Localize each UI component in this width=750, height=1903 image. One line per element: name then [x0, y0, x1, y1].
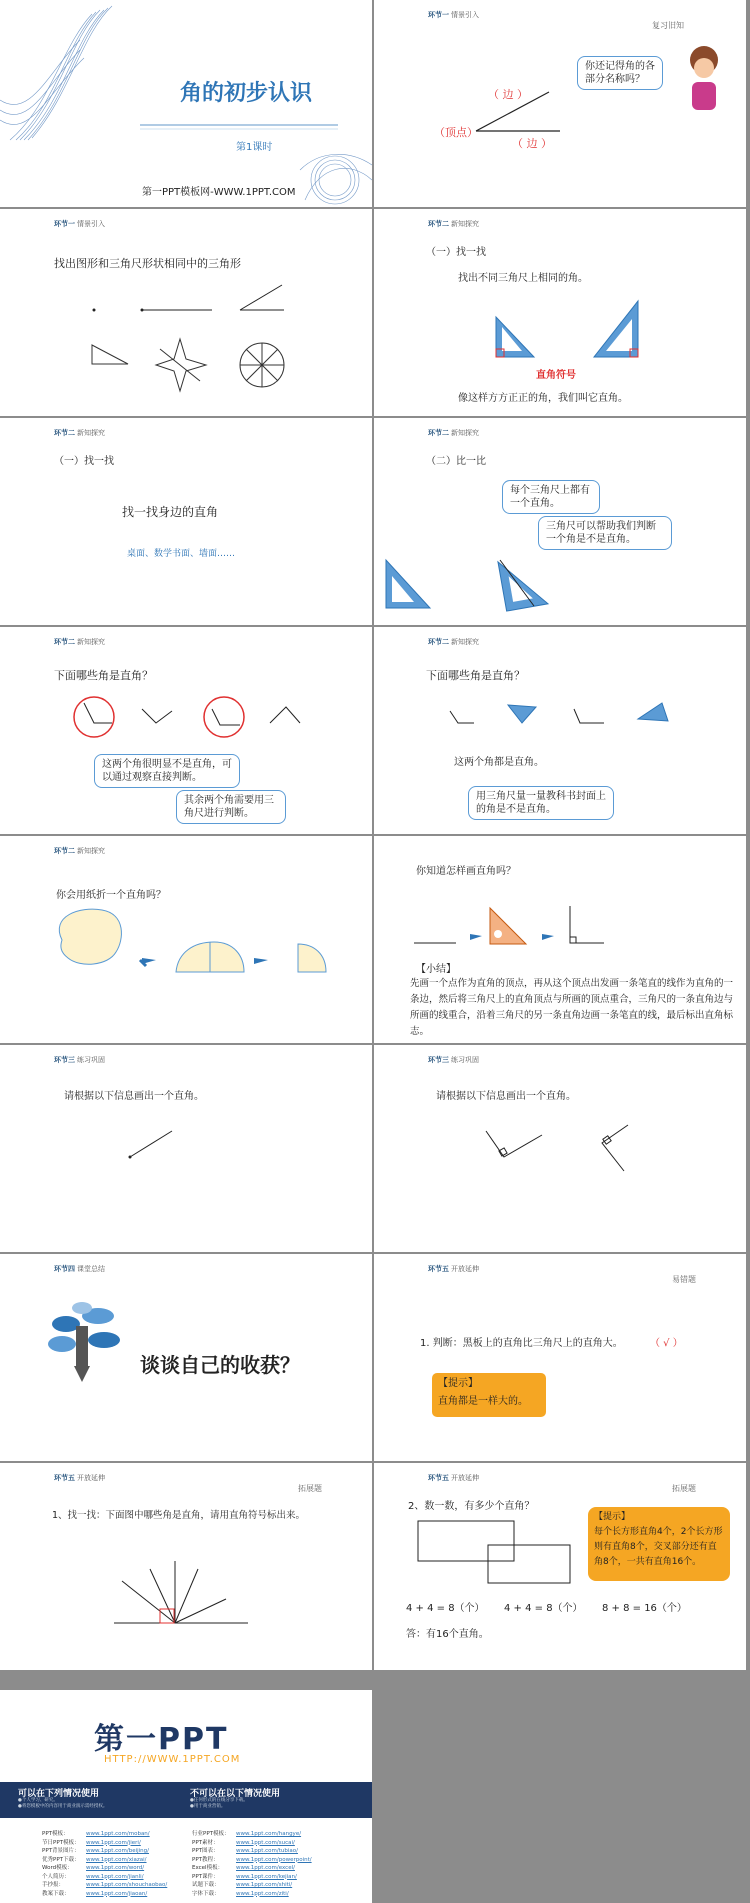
vertex-label: （顶点） — [434, 126, 478, 139]
link-label: 行业PPT模板： — [192, 1831, 230, 1837]
subsection-label: （二）比一比 — [426, 456, 486, 467]
link-label: PPT素材： — [192, 1839, 219, 1846]
triangle-rulers — [374, 209, 746, 416]
slide-title: 角的初步认识 — [180, 81, 313, 106]
paper-fold-diagram — [0, 836, 372, 1043]
link-url[interactable]: www.1ppt.com/jiaoan/ — [86, 1890, 148, 1897]
instruction-text: 请根据以下信息画出一个直角。 — [64, 1091, 204, 1102]
slide-12-practice — [374, 1045, 746, 1252]
link-url[interactable]: www.1ppt.com/xiazai/ — [86, 1856, 147, 1863]
slide-10-draw — [374, 836, 746, 1043]
link-label: PPT教程： — [192, 1856, 219, 1863]
equation-3: 8 + 8 = 16（个） — [602, 1603, 687, 1614]
slide-9-fold — [0, 836, 372, 1043]
link-label: PPT课件： — [192, 1873, 219, 1880]
equation-2: 4 + 4 = 8（个） — [504, 1603, 583, 1614]
right-link-row — [192, 1856, 362, 1865]
slide-16-count — [374, 1463, 746, 1670]
difficulty-tag: 拓展题 — [672, 1484, 696, 1493]
answer-text: 答：有16个直角。 — [406, 1629, 489, 1640]
left-link-row — [42, 1864, 192, 1873]
link-url[interactable]: www.1ppt.com/beijing/ — [86, 1848, 150, 1854]
subsection-label: （一）找一找 — [54, 456, 114, 467]
link-label: PPT背景图片： — [42, 1848, 80, 1854]
link-label: 优秀PPT下载： — [42, 1856, 80, 1863]
note-bubble-1: 这两个角很明显不是直角，可以通过观察直接判断。 — [94, 754, 240, 788]
right-link-row — [192, 1839, 362, 1848]
definition-text: 像这样方方正正的角，我们叫它直角。 — [458, 393, 628, 404]
link-label: Word模板： — [42, 1865, 73, 1871]
difficulty-tag: 拓展题 — [298, 1484, 322, 1493]
left-link-list — [42, 1830, 192, 1898]
answer-text: 这两个角都是直角。 — [454, 757, 544, 768]
section-header: 环节五 开放延伸 — [54, 1473, 105, 1482]
question-bubble: 你还记得角的各部分名称吗？ — [577, 56, 663, 90]
slide-7-which-angles — [0, 627, 372, 834]
link-label: PPT模板： — [42, 1831, 69, 1837]
rays-diagram — [0, 1463, 372, 1670]
link-url[interactable]: www.1ppt.com/sucai/ — [236, 1839, 295, 1846]
tip-title: 【提示】 — [438, 1378, 478, 1389]
section-header: 环节三 练习巩固 — [54, 1055, 105, 1064]
right-angle-symbol-label: 直角符号 — [536, 370, 576, 381]
shapes-diagram — [0, 209, 372, 416]
review-tag: 复习旧知 — [652, 21, 684, 30]
subsection-label: （一）找一找 — [426, 247, 486, 258]
slide-11-practice — [0, 1045, 372, 1252]
slide-8-which-angles-2 — [374, 627, 746, 834]
answer-mark: （ √ ） — [650, 1338, 683, 1349]
question-text: 你会用纸折一个直角吗？ — [56, 890, 166, 901]
link-label: 节日PPT模板： — [42, 1839, 80, 1846]
question-text: 下面哪些角是直角？ — [54, 669, 153, 682]
note-bubble-2: 三角尺可以帮助我们判断一个角是不是直角。 — [538, 516, 672, 550]
section-header: 环节一 情景引入 — [54, 219, 105, 228]
left-link-row — [42, 1830, 192, 1839]
cannot-use-detail: ●任何形式的在线分享下载。 ●用于商业营销。 — [190, 1798, 248, 1809]
section-header: 环节四 课堂总结 — [54, 1264, 105, 1273]
answer-diagram — [374, 1045, 746, 1252]
slide-15-extension — [0, 1463, 372, 1670]
triangle-compare — [374, 418, 746, 625]
left-link-row — [42, 1881, 192, 1890]
link-url[interactable]: www.1ppt.com/jieri/ — [86, 1839, 141, 1846]
slide-13-summary — [0, 1254, 372, 1461]
site-label: 第一PPT模板网-WWW.1PPT.COM — [142, 187, 296, 198]
right-link-row — [192, 1830, 362, 1839]
link-url[interactable]: www.1ppt.com/moban/ — [86, 1831, 150, 1837]
slide-2-review — [374, 0, 746, 207]
section-header: 环节二 新知探究 — [428, 428, 479, 437]
summary-title: 【小结】 — [416, 964, 456, 975]
summary-heading: 谈谈自己的收获？ — [140, 1353, 300, 1377]
tip-text: 直角都是一样大的。 — [438, 1396, 528, 1407]
tip-title: 【提示】 — [594, 1512, 631, 1522]
question-text: 1、找一找：下面图中哪些角是直角，请用直角符号标出来。 — [52, 1510, 306, 1521]
link-label: 字体下载： — [192, 1890, 220, 1897]
cannot-use-title: 不可以在以下情况使用 — [190, 1789, 281, 1799]
tip-box — [432, 1373, 546, 1417]
slide-4-right-angle — [374, 209, 746, 416]
line-diagram — [0, 1045, 372, 1252]
right-link-row — [192, 1881, 362, 1890]
note-bubble-2: 其余两个角需要用三角尺进行判断。 — [176, 790, 286, 824]
left-link-row — [42, 1847, 192, 1856]
tip-text: 每个长方形直角4个，2个长方形则有直角8个，交叉部分还有直角8个，一共有直角16个。 — [594, 1527, 723, 1567]
left-link-row — [42, 1856, 192, 1865]
main-text: 找一找身边的直角 — [122, 505, 219, 519]
slide-3-shapes — [0, 209, 372, 416]
right-link-list — [192, 1830, 362, 1898]
left-link-row — [42, 1890, 192, 1899]
section-header: 环节二 新知探究 — [428, 637, 479, 646]
link-url[interactable]: www.1ppt.com/hangye/ — [236, 1831, 302, 1837]
instruction-text: 找出不同三角尺上相同的角。 — [458, 273, 588, 284]
hint-text: 桌面、数学书面、墙面…… — [127, 549, 236, 559]
right-link-row — [192, 1847, 362, 1856]
note-bubble-1: 每个三角尺上都有一个直角。 — [502, 480, 600, 514]
difficulty-tag: 易错题 — [672, 1275, 696, 1284]
link-url[interactable]: www.1ppt.com/jianli/ — [86, 1873, 144, 1880]
tip-box — [588, 1507, 730, 1581]
link-label: 试题下载： — [192, 1882, 220, 1888]
slide-1-title — [0, 0, 372, 207]
right-link-row — [192, 1873, 362, 1882]
link-url[interactable]: www.1ppt.com/powerpoint/ — [236, 1856, 312, 1863]
instruction-text: 找出图形和三角尺形状相同中的三角形 — [54, 257, 241, 270]
brand-logo: 第一PPT — [94, 1722, 229, 1757]
left-link-row — [42, 1839, 192, 1848]
link-url[interactable]: www.1ppt.com/kejian/ — [236, 1873, 297, 1880]
slide-6-compare — [374, 418, 746, 625]
right-link-row — [192, 1890, 362, 1899]
can-use-detail: ●个人学习、研究。 ●将您模板中的内容用于商业演示需经授权。 — [18, 1798, 108, 1809]
link-label: 手抄报： — [42, 1882, 65, 1888]
question-text: 下面哪些角是直角？ — [426, 669, 525, 682]
link-url[interactable]: www.1ppt.com/shouchaobao/ — [86, 1882, 168, 1888]
section-header: 环节二 新知探究 — [54, 428, 105, 437]
section-header: 环节二 新知探究 — [428, 219, 479, 228]
link-label: 个人简历： — [42, 1873, 70, 1880]
equation-1: 4 + 4 = 8（个） — [406, 1603, 485, 1614]
slide-5-find — [0, 418, 372, 625]
section-header: 环节三 练习巩固 — [428, 1055, 479, 1064]
can-use-title: 可以在下列情况使用 — [18, 1789, 100, 1799]
usage-banner — [0, 1782, 372, 1818]
edge-label-bottom: （ 边 ） — [512, 137, 552, 150]
left-link-row — [42, 1873, 192, 1882]
section-header: 环节二 新知探究 — [54, 637, 105, 646]
slide-14-judge — [374, 1254, 746, 1461]
note-bubble: 用三角尺量一量教科书封面上的角是不是直角。 — [468, 786, 614, 820]
question-text: 2、数一数，有多少个直角？ — [408, 1501, 535, 1512]
link-url[interactable]: www.1ppt.com/excel/ — [236, 1865, 295, 1871]
link-url[interactable]: www.1ppt.com/ziti/ — [236, 1890, 289, 1897]
lesson-label: 第1课时 — [236, 142, 273, 153]
link-label: PPT图表： — [192, 1848, 219, 1854]
link-url[interactable]: www.1ppt.com/shiti/ — [236, 1882, 293, 1888]
angle-diagram — [374, 0, 746, 207]
question-text: 1. 判断：黑板上的直角比三角尺上的直角大。 — [420, 1338, 623, 1349]
link-label: Excel模板： — [192, 1865, 224, 1871]
section-header: 环节五 开放延伸 — [428, 1473, 479, 1482]
brand-url: HTTP://WWW.1PPT.COM — [104, 1754, 241, 1765]
link-url[interactable]: www.1ppt.com/word/ — [86, 1865, 145, 1871]
slide-17-copyright — [0, 1690, 372, 1903]
summary-text: 先画一个点作为直角的顶点，再从这个顶点出发画一条笔直的线作为直角的一条边，然后将三角尺上的直角顶点与所画的顶点重合，三角尺的一条直角边与所画的线重合，沿着三角尺的另一条直角边画一条笔直的线，最后标出直角标志。 — [410, 978, 734, 1037]
question-text: 你知道怎样画直角吗？ — [416, 866, 516, 877]
section-header: 环节五 开放延伸 — [428, 1264, 479, 1273]
link-url[interactable]: www.1ppt.com/tubiao/ — [236, 1848, 298, 1854]
section-header: 环节一 情景引入 — [428, 10, 479, 19]
instruction-text: 请根据以下信息画出一个直角。 — [436, 1091, 576, 1102]
section-header: 环节二 新知探究 — [54, 846, 105, 855]
edge-label-top: （ 边 ） — [488, 88, 528, 101]
right-link-row — [192, 1864, 362, 1873]
link-label: 教案下载： — [42, 1890, 70, 1897]
